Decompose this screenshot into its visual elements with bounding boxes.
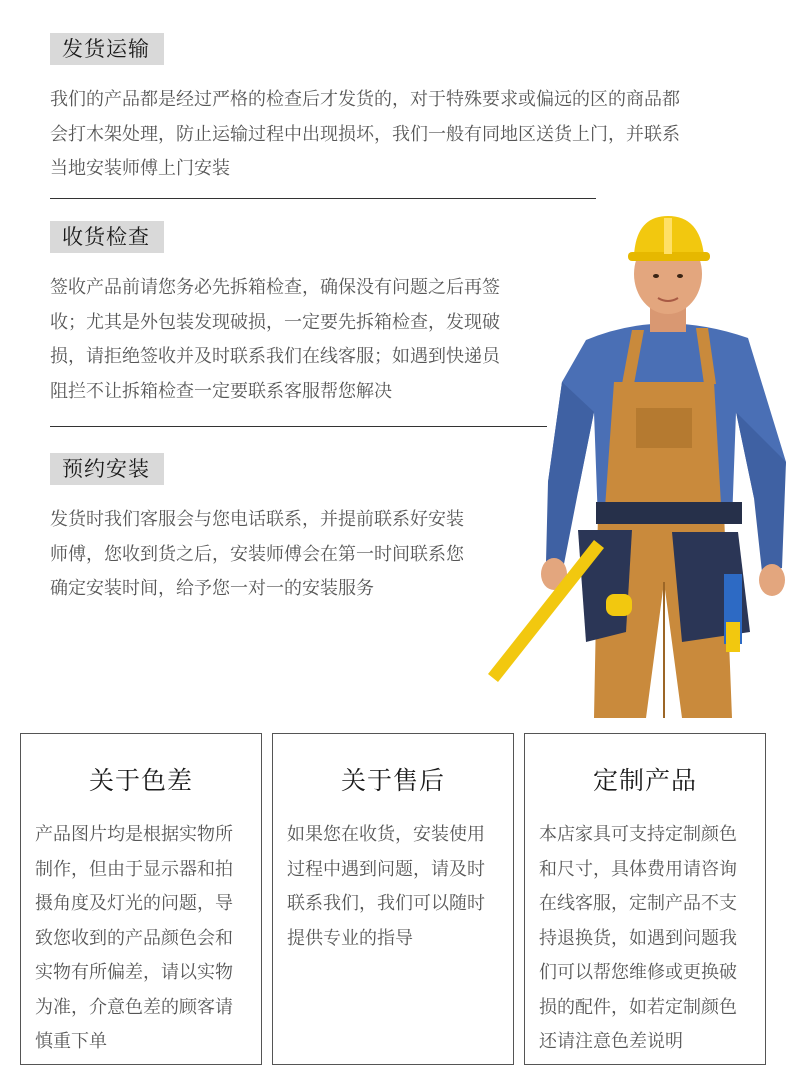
box-text-line: 摄角度及灯光的问题，导 [35, 893, 233, 914]
paragraph-line: 当地安装师傅上门安装 [50, 158, 230, 179]
paragraph-line: 师傅，您收到货之后，安装师傅会在第一时间联系您 [50, 543, 464, 565]
info-box-color-difference [20, 733, 262, 1065]
section-installation [50, 453, 464, 607]
paragraph-line: 损，请拒绝签收并及时联系我们在线客服；如遇到快递员 [50, 346, 500, 367]
box-text-line: 产品图片均是根据实物所 [35, 824, 233, 845]
box-text-line: 本店家具可支持定制颜色 [539, 824, 737, 845]
section-shipping [50, 33, 680, 187]
box-title: 定制产品 [592, 766, 697, 795]
box-text-line: 实物有所偏差，请以实物 [35, 962, 233, 983]
box-text-line: 致您收到的产品颜色会和 [35, 927, 233, 949]
divider [50, 198, 596, 199]
divider [50, 426, 547, 427]
paragraph-line: 发货时我们客服会与您电话联系，并提前联系好安装 [50, 509, 464, 530]
paragraph-line: 阻拦不让拆箱检查一定要联系客服帮您解决 [50, 380, 392, 402]
paragraph-line: 我们的产品都是经过严格的检查后才发货的，对于特殊要求或偏远的区的商品都 [50, 89, 680, 110]
section-heading: 收货检查 [50, 221, 164, 253]
box-text [539, 818, 751, 1060]
box-text [35, 818, 247, 1060]
box-text-line: 和尺寸，具体费用请咨询 [539, 858, 737, 880]
paragraph-line: 收；尤其是外包装发现破损，一定要先拆箱检查，发现破 [50, 311, 500, 333]
box-text-line: 损的配件，如若定制颜色 [539, 996, 737, 1018]
section-heading: 预约安装 [50, 453, 164, 485]
box-text-line: 制作，但由于显示器和拍 [35, 858, 233, 880]
box-text-line: 们可以帮您维修或更换破 [539, 962, 737, 983]
box-text [287, 818, 499, 956]
box-text-line: 如果您在收货，安装使用 [287, 824, 485, 845]
box-text-line: 为准，介意色差的顾客请 [35, 996, 233, 1018]
section-heading: 发货运输 [50, 33, 164, 65]
box-text-line: 在线客服，定制产品不支 [539, 893, 737, 914]
box-text-line: 慎重下单 [35, 1031, 107, 1052]
construction-worker-image [486, 212, 790, 718]
box-text-line: 还请注意色差说明 [539, 1031, 683, 1052]
section-paragraph [50, 271, 500, 409]
paragraph-line: 签收产品前请您务必先拆箱检查，确保没有问题之后再签 [50, 277, 500, 298]
box-text-line: 持退换货，如遇到问题我 [539, 927, 737, 949]
section-inspection [50, 221, 500, 409]
box-title: 关于色差 [88, 766, 193, 795]
section-paragraph [50, 83, 680, 187]
box-text-line: 提供专业的指导 [287, 927, 413, 949]
box-title: 关于售后 [340, 766, 445, 795]
box-text-line: 过程中遇到问题，请及时 [287, 858, 485, 880]
info-box-after-sales [272, 733, 514, 1065]
paragraph-line: 会打木架处理，防止运输过程中出现损坏，我们一般有同地区送货上门，并联系 [50, 123, 680, 145]
section-paragraph [50, 503, 464, 607]
box-text-line: 联系我们，我们可以随时 [287, 893, 485, 914]
info-box-custom-products [524, 733, 766, 1065]
paragraph-line: 确定安装时间，给予您一对一的安装服务 [50, 578, 374, 599]
